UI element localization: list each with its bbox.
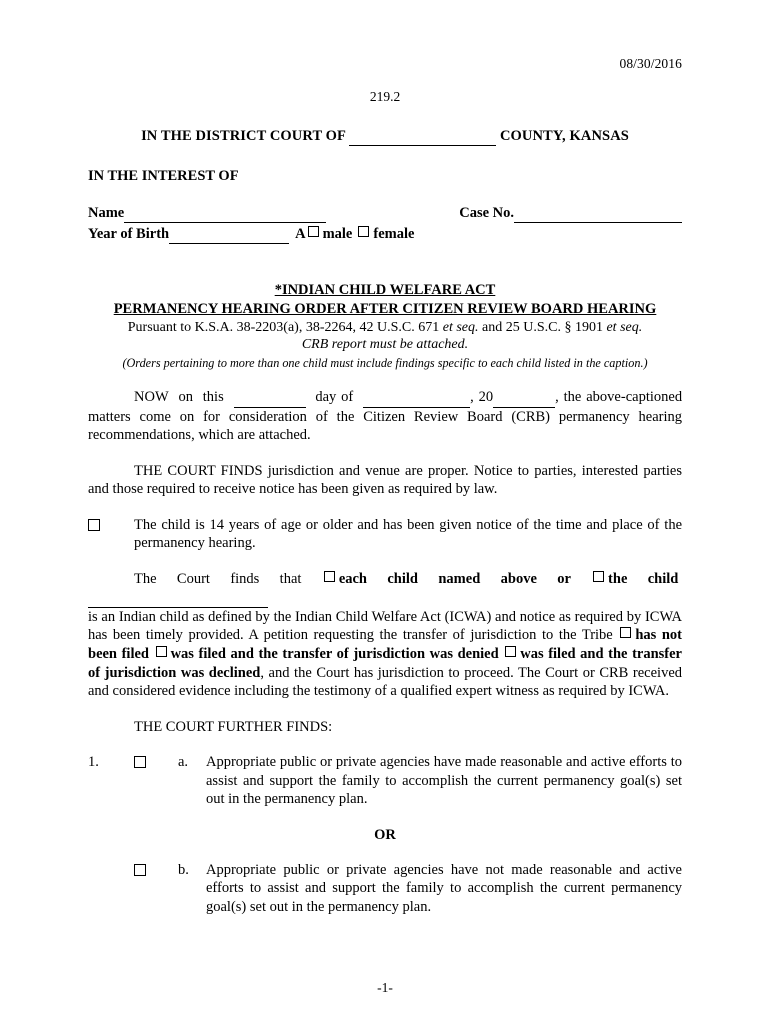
age-label: A [295,226,306,242]
name-label: Name [88,205,125,221]
item-1b-letter: b. [178,861,189,878]
item-1a-text: Appropriate public or private agencies have made reasonable and active efforts to assist and support the family to accomplish the current permanency goal(s) set out in the permanency plan. [206,754,682,808]
petition-not-filed-label: has not been filed [88,627,682,663]
finding-item-1b [88,861,682,917]
transfer-declined-label: was filed and the transfer of jurisdiction was declined [88,646,682,681]
now-text: NOW [134,389,169,405]
item-1b-number-spacer [88,861,134,917]
name-group [88,205,326,223]
jurisdiction-text: THE COURT FINDS jurisdiction and venue are proper. Notice to parties, interested parties and those required to receive notice has been given as required by law. [88,462,682,498]
caption-findings-note: (Orders pertaining to more than one child must include findings specific to each child listed in the caption.) [122,356,648,370]
the-child-label: the child [608,570,679,587]
case-no-blank-field[interactable] [514,205,682,223]
male-checkbox[interactable] [308,226,319,237]
document-date: 08/30/2016 [619,56,682,71]
item-1b-text: Appropriate public or private agencies have not made reasonable and active efforts to assist and support the family to accomplish the current permanency goal(s) set out in the permanency plan. [206,861,682,915]
year-blank-field[interactable] [493,388,555,408]
document-title-block [88,282,682,371]
pursuant-mid-text: and 25 U.S.C. § 1901 [478,320,607,335]
this-text: this [202,389,224,405]
further-finds-paragraph [88,718,682,737]
icwa-body-text-1: is an Indian child as defined by the Indian Child Welfare Act (ICWA) and notice as required by ICWA has been timely provided. A petition requesting the transfer of jurisdiction to the Tribe [88,608,682,644]
transfer-denied-label: was filed and the transfer of jurisdiction was denied [170,646,504,663]
item-1-number: 1. [88,754,99,771]
court-suffix-text: COUNTY, KANSAS [499,128,629,144]
name-case-row [88,205,682,223]
the-child-blank-field[interactable] [88,588,268,608]
page-number-footer: -1- [377,980,393,995]
form-number: 219.2 [369,89,401,104]
child-14-checkbox[interactable] [88,519,100,531]
female-label: female [373,226,415,242]
transfer-denied-checkbox[interactable] [156,646,167,657]
court-caption-line [88,128,682,146]
female-checkbox[interactable] [358,226,369,237]
male-label: male [322,226,353,242]
county-blank-field[interactable] [349,128,496,146]
or-separator: OR [374,826,396,843]
item-1a-checkbox[interactable] [134,756,146,768]
case-no-label: Case No. [459,205,514,221]
child-14-checkbox-col [88,516,134,553]
pursuant-pre-text: Pursuant to K.S.A. 38-2203(a), 38-2264, 42 U.S.C. 671 [127,320,443,335]
item-1b-checkbox[interactable] [134,864,146,876]
title-icwa: *INDIAN CHILD WELFARE ACT [274,282,496,298]
title-pursuant-line [88,320,682,336]
each-child-checkbox[interactable] [324,571,335,582]
now-tail-text: , the above-captioned matters come on for consideration of the Citizen Review Board (CRB) permanency hearing recommendations, which are attached. [88,389,683,444]
now-on-this-paragraph [88,388,682,445]
in-the-interest-of-label: IN THE INTEREST OF [88,168,239,184]
item-1a-checkbox-col [134,753,178,809]
crb-attachment-note: CRB report must be attached. [301,337,469,352]
the-child-checkbox[interactable] [593,571,604,582]
icwa-findings-paragraph [88,570,682,701]
jurisdiction-paragraph [88,462,682,499]
pursuant-etseq-1: et seq. [442,320,479,335]
year-prefix-text: , 20 [470,389,494,405]
petition-not-filed-checkbox[interactable] [620,627,631,638]
finding-item-1a [88,753,682,809]
further-finds-text: THE COURT FURTHER FINDS: [134,718,333,735]
item-1b-checkbox-col [134,861,178,917]
court-prefix-text: IN THE DISTRICT COURT OF [141,128,346,144]
child-14-notice-item [88,516,682,553]
child-14-text: The child is 14 years of age or older and has been given notice of the time and place of the permanency hearing. [134,516,682,552]
month-blank-field[interactable] [363,388,470,408]
day-of-text: day of [315,389,354,405]
transfer-declined-checkbox[interactable] [505,646,516,657]
year-of-birth-row [88,226,682,244]
day-blank-field[interactable] [234,388,306,408]
on-text: on [178,389,193,405]
each-child-label: each child named above or [338,570,592,587]
name-blank-field[interactable] [124,205,326,223]
icwa-pre-text: The Court finds that [134,570,322,587]
year-of-birth-label: Year of Birth [88,226,170,242]
case-no-group [459,205,682,223]
icwa-body-text-2: , and the Court has jurisdiction to proceed. The Court or CRB received and considered evidence including the testimony of a qualified expert witness as required by ICWA. [88,664,682,700]
year-of-birth-blank-field[interactable] [169,226,289,244]
item-1a-letter: a. [178,754,189,771]
pursuant-etseq-2: et seq. [606,320,643,335]
title-order: PERMANENCY HEARING ORDER AFTER CITIZEN REVIEW BOARD HEARING [113,301,657,317]
